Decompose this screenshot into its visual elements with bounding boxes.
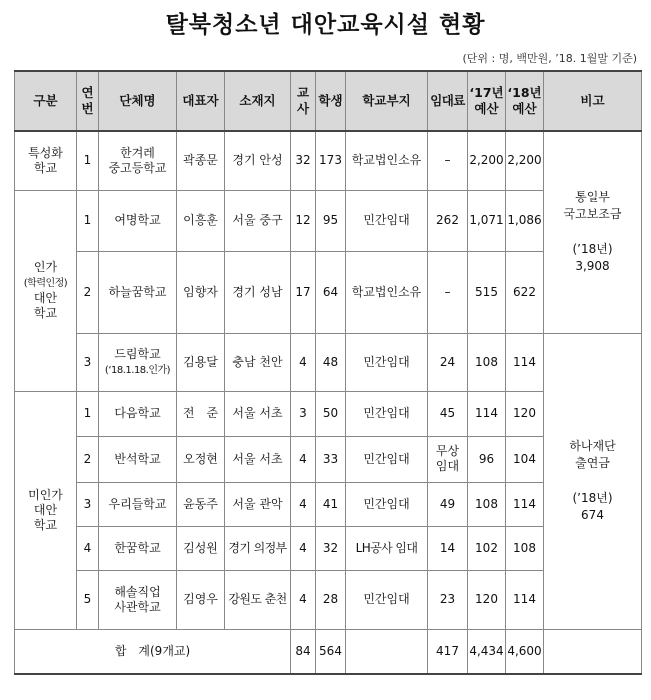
header-students: 학생: [316, 71, 346, 131]
cell-budget18: 108: [506, 526, 544, 570]
note-unification-line1: 통일부: [575, 189, 610, 204]
header-budget18-line2: 예산: [512, 101, 537, 116]
cell-students: 48: [316, 333, 346, 391]
cell-teachers: 4: [291, 436, 316, 482]
cell-rent: –: [428, 131, 468, 190]
header-rep: 대표자: [177, 71, 225, 131]
cell-teachers: 17: [291, 251, 316, 333]
cell-name: 반석학교: [99, 436, 177, 482]
cell-budget17: 96: [468, 436, 506, 482]
cell-no: 3: [77, 333, 99, 391]
cell-site: 민간임대: [346, 436, 428, 482]
cell-teachers: 3: [291, 391, 316, 436]
header-budget18: [506, 71, 544, 131]
total-row: [15, 629, 642, 674]
cell-no: 1: [77, 190, 99, 251]
header-budget17-line1: ‘17년: [469, 85, 504, 101]
cell-teachers: 4: [291, 570, 316, 629]
category-unaccredited: [15, 391, 77, 629]
cell-name-line2: 중고등학교: [108, 160, 167, 175]
cell-students: 50: [316, 391, 346, 436]
header-site: 학교부지: [346, 71, 428, 131]
header-name: 단체명: [99, 71, 177, 131]
category-special: [15, 131, 77, 190]
category-accredited-line3: 대안: [33, 290, 58, 305]
cell-name: [99, 333, 177, 391]
cell-name-line1: 한겨레: [120, 145, 155, 160]
cell-name-line2: (‘18.1.18.인가): [104, 364, 171, 376]
cell-no: 2: [77, 436, 99, 482]
header-category: 구분: [15, 71, 77, 131]
note-unification-line2: 국고보조금: [563, 207, 622, 222]
cell-rent: 14: [428, 526, 468, 570]
note-hana-line2: 출연금: [575, 455, 610, 470]
cell-location: 강원도 춘천: [225, 570, 291, 629]
cell-rep: 전 준: [177, 391, 225, 436]
note-unification: [544, 131, 642, 333]
cell-location: 서울 서초: [225, 391, 291, 436]
cell-name: 다음학교: [99, 391, 177, 436]
header-budget17: [468, 71, 506, 131]
cell-site: 민간임대: [346, 391, 428, 436]
total-label: 합 계(9개교): [15, 629, 291, 674]
cell-location: 경기 의정부: [225, 526, 291, 570]
cell-name: [99, 570, 177, 629]
cell-rep: 김영우: [177, 570, 225, 629]
cell-teachers: 32: [291, 131, 316, 190]
header-budget18-line1: ‘18년: [507, 85, 542, 101]
cell-budget18: 622: [506, 251, 544, 333]
cell-location: 서울 관악: [225, 482, 291, 526]
cell-budget18: 104: [506, 436, 544, 482]
note-hana-line4: 674: [581, 508, 604, 523]
header-location: 소재지: [225, 71, 291, 131]
cell-budget17: 120: [468, 570, 506, 629]
cell-students: 32: [316, 526, 346, 570]
cell-site: 학교법인소유: [346, 131, 428, 190]
page-title: 탈북청소년 대안교육시설 현황: [165, 12, 486, 38]
header-serial-line2: 번: [81, 101, 94, 116]
cell-budget18: 114: [506, 482, 544, 526]
cell-budget18: 1,086: [506, 190, 544, 251]
cell-site: 민간임대: [346, 570, 428, 629]
cell-budget17: 108: [468, 482, 506, 526]
cell-students: 41: [316, 482, 346, 526]
note-hana: [544, 333, 642, 629]
cell-location: 충남 천안: [225, 333, 291, 391]
category-accredited-line4: 학교: [33, 305, 58, 320]
category-unaccredited-line3: 학교: [33, 517, 58, 532]
table-row: [15, 131, 642, 190]
header-serial: [77, 71, 99, 131]
cell-location: 서울 서초: [225, 436, 291, 482]
cell-teachers: 12: [291, 190, 316, 251]
category-accredited-line1: 인가: [33, 260, 58, 275]
category-unaccredited-line2: 대안: [33, 502, 58, 517]
cell-location: 경기 안성: [225, 131, 291, 190]
cell-no: 3: [77, 482, 99, 526]
category-accredited: [15, 190, 77, 391]
cell-site: 학교법인소유: [346, 251, 428, 333]
category-special-line1: 특성화: [28, 145, 63, 160]
cell-rep: 윤동주: [177, 482, 225, 526]
cell-rep: 김용달: [177, 333, 225, 391]
cell-name: [99, 131, 177, 190]
cell-rent: 262: [428, 190, 468, 251]
cell-budget17: 2,200: [468, 131, 506, 190]
cell-no: 4: [77, 526, 99, 570]
total-budget17: 4,434: [468, 629, 506, 674]
cell-students: 173: [316, 131, 346, 190]
cell-name-line1: 드림학교: [114, 346, 161, 361]
category-unaccredited-line1: 미인가: [28, 487, 63, 502]
cell-students: 33: [316, 436, 346, 482]
cell-name-line2: 사관학교: [114, 599, 161, 614]
cell-name-line1: 해솔직업: [114, 584, 161, 599]
cell-students: 95: [316, 190, 346, 251]
cell-no: 1: [77, 131, 99, 190]
header-teachers: 교사: [291, 71, 316, 131]
cell-no: 5: [77, 570, 99, 629]
cell-site: 민간임대: [346, 190, 428, 251]
category-accredited-line2: (학력인정): [23, 278, 68, 290]
table-row: [15, 333, 642, 391]
cell-no: 1: [77, 391, 99, 436]
cell-teachers: 4: [291, 482, 316, 526]
note-unification-line3: (’18년): [572, 241, 613, 256]
cell-rent: –: [428, 251, 468, 333]
cell-name: 우리들학교: [99, 482, 177, 526]
total-site: [346, 629, 428, 674]
cell-rep: 오정현: [177, 436, 225, 482]
cell-budget18: 114: [506, 333, 544, 391]
cell-budget17: 102: [468, 526, 506, 570]
cell-rent: 24: [428, 333, 468, 391]
cell-budget17: 114: [468, 391, 506, 436]
header-serial-line1: 연: [81, 85, 94, 101]
cell-rent: 23: [428, 570, 468, 629]
cell-rent-line2: 임대: [435, 459, 460, 473]
cell-budget17: 1,071: [468, 190, 506, 251]
cell-site: 민간임대: [346, 482, 428, 526]
cell-teachers: 4: [291, 526, 316, 570]
header-budget17-line2: 예산: [474, 101, 499, 116]
header-rent: 임대료: [428, 71, 468, 131]
cell-site: LH공사 임대: [346, 526, 428, 570]
cell-rep: 임향자: [177, 251, 225, 333]
cell-budget18: 120: [506, 391, 544, 436]
total-teachers: 84: [291, 629, 316, 674]
total-note: [544, 629, 642, 674]
cell-name: 한꿈학교: [99, 526, 177, 570]
total-budget18: 4,600: [506, 629, 544, 674]
cell-location: 서울 중구: [225, 190, 291, 251]
facilities-table: [14, 70, 642, 675]
cell-rent: [428, 436, 468, 482]
cell-students: 64: [316, 251, 346, 333]
total-rent: 417: [428, 629, 468, 674]
cell-rent-line1: 무상: [435, 444, 460, 458]
cell-no: 2: [77, 251, 99, 333]
note-hana-line1: 하나재단: [569, 438, 616, 453]
total-students: 564: [316, 629, 346, 674]
cell-students: 28: [316, 570, 346, 629]
cell-rep: 김성원: [177, 526, 225, 570]
category-special-line2: 학교: [33, 160, 58, 175]
cell-rep: 이흥훈: [177, 190, 225, 251]
cell-budget18: 2,200: [506, 131, 544, 190]
cell-site: 민간임대: [346, 333, 428, 391]
cell-rent: 49: [428, 482, 468, 526]
cell-rep: 곽종문: [177, 131, 225, 190]
cell-budget18: 114: [506, 570, 544, 629]
cell-name: 하늘꿈학교: [99, 251, 177, 333]
header-row: [15, 71, 642, 131]
header-note: 비고: [544, 71, 642, 131]
cell-budget17: 515: [468, 251, 506, 333]
cell-teachers: 4: [291, 333, 316, 391]
cell-budget17: 108: [468, 333, 506, 391]
note-hana-line3: (’18년): [572, 490, 613, 505]
cell-name: 여명학교: [99, 190, 177, 251]
unit-note: (단위 : 명, 백만원, ’18. 1월말 기준): [462, 52, 637, 65]
cell-location: 경기 성남: [225, 251, 291, 333]
cell-rent: 45: [428, 391, 468, 436]
note-unification-line4: 3,908: [575, 259, 610, 274]
